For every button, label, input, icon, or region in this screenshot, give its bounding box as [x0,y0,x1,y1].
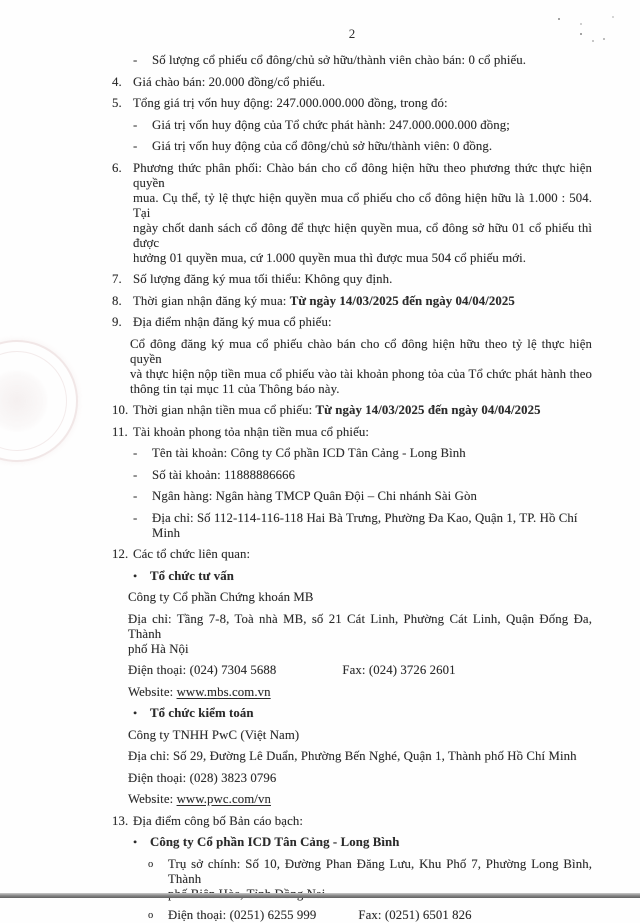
sub-list-item [112,118,592,133]
line-content [150,706,592,721]
text-line [112,642,592,657]
document-body [112,53,592,923]
text-line [112,749,592,764]
list-marker: 4. [112,74,122,89]
text-line [112,685,592,700]
list-marker: 9. [112,315,122,329]
sub-list-item [112,706,592,721]
sub-list-item [112,908,592,923]
column-gap [316,918,358,919]
list-marker: 10. [112,403,129,417]
text-line [112,367,592,382]
text-segment: Điện thoại: (028) 3823 0796 [128,770,277,785]
text-segment: hưởng 01 quyền mua, cứ 1.000 quyền mua thì được mua 504 cổ phiếu mới. [133,250,527,265]
line-content [128,590,592,605]
text-segment: Ngân hàng: Ngân hàng TMCP Quân Đội – Chi nhánh Sài Gòn [152,489,477,503]
text-segment: Địa điểm công bố Bản cáo bạch: [133,813,304,828]
list-marker: • [133,568,138,583]
list-marker: 8. [112,293,122,308]
text-line [112,221,592,251]
text-segment: thông tin tại mục 11 của Thông báo này. [130,381,340,396]
line-content [128,685,592,700]
line-content [133,403,592,418]
line-content [150,569,592,584]
item-12 [112,547,592,562]
text-segment: Các tổ chức liên quan: [133,547,251,561]
line-content [133,547,592,562]
faint-stamp-mark [0,340,78,462]
line-content [152,53,592,68]
text-segment: Thời gian nhận đăng ký mua: [133,293,290,308]
text-segment: Website: [128,792,177,806]
list-marker: - [133,446,138,460]
text-line [112,728,592,743]
text-segment: mua. Cụ thể, tỷ lệ thực hiện quyền mua cổ phiếu cho cổ đông hiện hữu là 1.000 : 504. Tại [133,190,592,220]
text-segment: Địa chỉ: Số 112-114-116-118 Hai Bà Trưng, Phường Đa Kao, Quận 1, TP. Hồ Chí Minh [152,510,578,540]
line-content [133,75,592,90]
stamp-inner-blob [0,370,48,432]
line-content [128,792,592,807]
text-segment: Phương thức phân phối: Chào bán cho cổ đông hiện hữu theo phương thức thực hiện quyền [133,160,592,190]
text-segment: Giá trị vốn huy động của cổ đông/chủ sở hữu/thành viên: 0 đồng. [152,139,493,153]
line-content [128,771,592,786]
list-marker: 5. [112,96,122,110]
text-segment: Tổng giá trị vốn huy động: 247.000.000.000 đồng, trong đó: [133,96,448,110]
line-content [128,728,592,743]
item-9 [112,315,592,330]
list-marker: 13. [112,813,129,828]
text-segment: Tổ chức tư vấn [150,568,234,583]
page-number-row [112,0,592,41]
text-line [112,382,592,397]
text-segment: Từ ngày 14/03/2025 đến ngày 04/04/2025 [315,403,541,417]
sub-list-item [112,569,592,584]
text-segment: Cổ đông đăng ký mua cổ phiếu chào bán cho cổ đông hiện hữu theo tỷ lệ thực hiện quyền [130,336,592,366]
text-segment: ngày chốt danh sách cổ đông để thực hiện quyền mua, cổ đông sở hữu 01 cổ phiếu thì được [133,220,592,250]
text-segment: Thời gian nhận tiền mua cổ phiếu: [133,403,316,417]
text-line [112,191,592,221]
text-segment: Điện thoại: (0251) 6255 999 [168,908,317,922]
text-segment: phố Hà Nội [128,641,189,656]
page-number: 2 [348,26,356,41]
scan-noise-speck [592,40,594,42]
line-content [133,425,592,440]
stamp-inner-ring [0,351,67,451]
column-gap [276,673,342,674]
line-content [152,468,592,483]
sub-list-item [112,835,592,850]
list-marker: 12. [112,547,129,561]
website-url-text: www.mbs.com.vn [176,684,271,699]
line-content [133,814,592,829]
list-marker: • [133,706,138,720]
text-segment: Số lượng cổ phiếu cổ đông/chủ sở hữu/thành viên chào bán: 0 cổ phiếu. [152,53,527,67]
text-segment: Công ty TNHH PwC (Việt Nam) [128,727,300,742]
text-segment: Trụ sở chính: Số 10, Đường Phan Đăng Lưu, Khu Phố 7, Phường Long Bình, Thành [168,856,592,886]
line-content [152,446,592,461]
line-content [128,749,592,764]
item-4 [112,75,592,90]
line-content [133,272,592,287]
text-segment: Địa chỉ: Số 29, Đường Lê Duẩn, Phường Bến Nghé, Quận 1, Thành phố Hồ Chí Minh [128,749,577,763]
list-marker: 6. [112,160,122,175]
line-content [128,612,592,642]
line-content [152,139,592,154]
list-marker: o [148,910,154,921]
text-segment: Số tài khoản: 11888886666 [152,467,296,482]
line-content [168,908,592,923]
website-url-text: www.pwc.com/vn [176,792,271,806]
text-segment: Giá trị vốn huy động của Tổ chức phát hành: 247.000.000.000 đồng; [152,117,510,132]
scan-noise-speck [580,23,582,25]
line-content [152,489,592,504]
list-marker: - [133,139,138,153]
line-content [152,118,592,133]
list-marker: 7. [112,272,122,286]
line-content [133,191,592,221]
text-line [112,663,592,678]
list-marker: - [133,467,138,482]
line-content [152,511,592,541]
list-marker: • [133,835,138,849]
text-line [112,771,592,786]
item-7 [112,272,592,287]
line-content [130,367,592,382]
text-segment: Công ty Cổ phần Chứng khoán MB [128,590,314,604]
text-line [112,251,592,266]
text-line [112,792,592,807]
text-segment: Website: [128,684,177,699]
list-marker: - [133,510,138,525]
text-segment: Tổ chức kiểm toán [150,706,254,720]
text-segment: Địa điểm nhận đăng ký mua cổ phiếu: [133,315,332,329]
sub-list-item [112,139,592,154]
line-content [128,642,592,657]
text-segment: và thực hiện nộp tiền mua cổ phiếu vào tài khoản phong tỏa của Tổ chức phát hành theo [130,366,592,381]
item-10 [112,403,592,418]
scan-noise-speck [580,33,582,35]
line-content [133,96,592,111]
text-line [112,612,592,642]
item-13 [112,814,592,829]
line-content [133,315,592,330]
text-segment: Fax: (0251) 6501 826 [358,908,472,922]
list-marker: o [148,858,154,870]
text-line [112,590,592,605]
text-segment: Số lượng đăng ký mua tối thiểu: Không quy định. [133,272,393,286]
line-content [133,161,592,191]
line-content [150,835,592,850]
sub-list-item [112,53,592,68]
sub-list-item [112,468,592,483]
text-segment: Từ ngày 14/03/2025 đến ngày 04/04/2025 [289,293,515,308]
text-segment: Tên tài khoản: Công ty Cổ phần ICD Tân Cảng - Long Bình [152,446,466,460]
scan-noise-speck [612,16,614,18]
list-marker: - [133,489,138,503]
item-5 [112,96,592,111]
text-segment: Công ty Cổ phần ICD Tân Cảng - Long Bình [150,835,400,849]
list-marker: - [133,117,138,132]
scan-noise-speck [558,18,560,20]
line-content [133,221,592,251]
line-content [133,294,592,309]
text-segment: Điện thoại: (024) 7304 5688 [128,663,277,677]
text-segment: Địa chỉ: Tầng 7-8, Toà nhà MB, số 21 Cát Linh, Phường Cát Linh, Quận Đống Đa, Thành [128,611,592,641]
line-content [128,663,592,678]
line-content [133,251,592,266]
list-marker: - [133,53,138,67]
text-segment: Fax: (024) 3726 2601 [342,663,456,677]
line-content [168,857,592,887]
text-segment: Giá chào bán: 20.000 đồng/cổ phiếu. [133,74,326,89]
sub-list-item [112,489,592,504]
line-content [130,337,592,367]
scan-noise-speck [603,38,605,40]
sub-list-item [112,446,592,461]
item-8 [112,294,592,309]
list-marker: 11. [112,424,128,439]
line-content [130,382,592,397]
item-6 [112,161,592,191]
item-11 [112,425,592,440]
sub-list-item [112,511,592,541]
scanner-bottom-edge [0,893,640,898]
text-line [112,337,592,367]
text-segment: Tài khoản phong tỏa nhận tiền mua cổ phiếu: [133,424,370,439]
sub-list-item [112,857,592,887]
